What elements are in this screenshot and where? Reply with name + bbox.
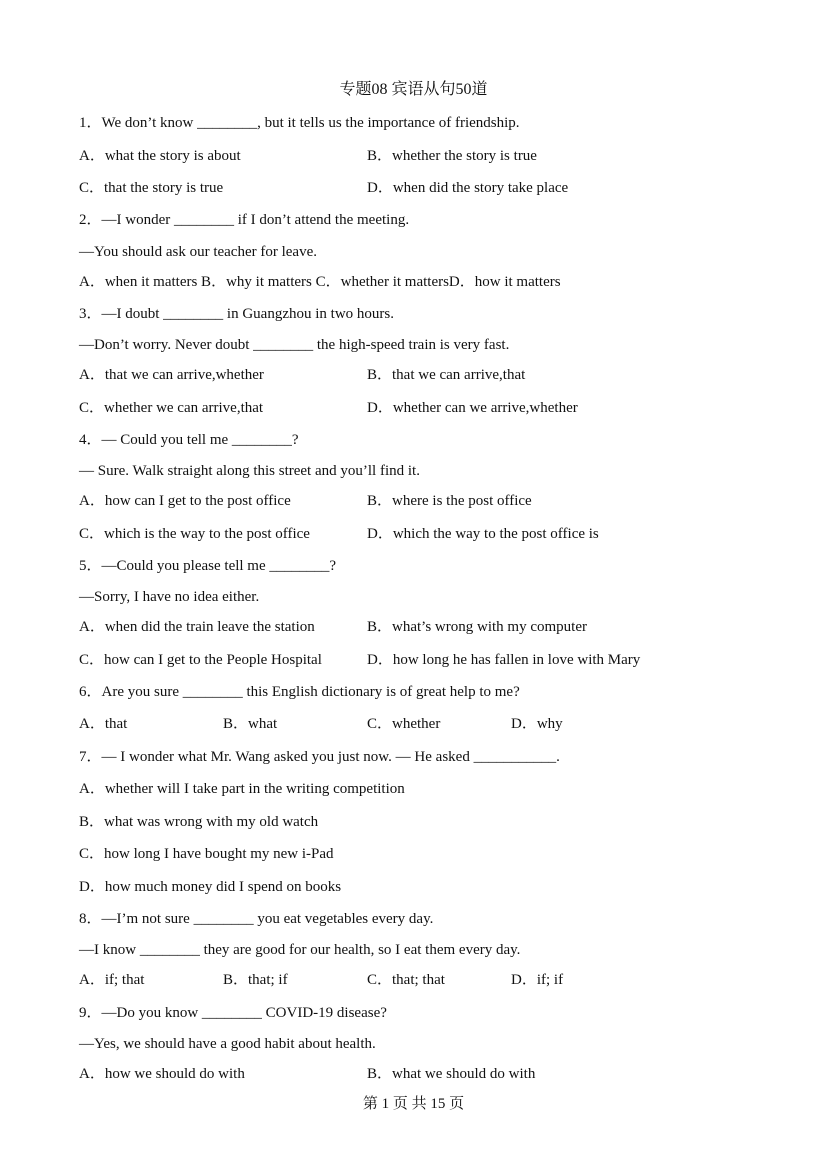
- question-2: 2．—I wonder ________ if I don’t attend the meeting.: [79, 212, 410, 228]
- q3-option-c: C．whether we can arrive,that: [79, 400, 264, 416]
- q3-option-d: D．whether can we arrive,whether: [367, 400, 578, 416]
- question-3-reply: —Don’t worry. Never doubt ________ the high-speed train is very fast.: [79, 337, 510, 353]
- question-5-reply: —Sorry, I have no idea either.: [79, 589, 260, 605]
- q6-option-d: D．why: [511, 716, 563, 732]
- question-9: 9．—Do you know ________ COVID-19 disease?: [79, 1005, 387, 1021]
- q1-option-b: B．whether the story is true: [367, 148, 537, 164]
- q7-option-d: D．how much money did I spend on books: [79, 879, 342, 895]
- question-5: 5．—Could you please tell me ________?: [79, 558, 337, 574]
- question-8: 8．—I’m not sure ________ you eat vegetables every day.: [79, 911, 434, 927]
- q7-option-a: A．whether will I take part in the writing competition: [79, 781, 405, 797]
- q5-option-a: A．when did the train leave the station: [79, 619, 315, 635]
- q1-option-a: A．what the story is about: [79, 148, 241, 164]
- q8-option-a: A．if; that: [79, 972, 145, 988]
- q4-option-a: A．how can I get to the post office: [79, 493, 291, 509]
- q3-option-b: B．that we can arrive,that: [367, 367, 526, 383]
- question-4-reply: — Sure. Walk straight along this street and you’ll find it.: [79, 463, 420, 479]
- q6-option-c: C．whether: [367, 716, 441, 732]
- q6-option-b: B．what: [223, 716, 278, 732]
- q6-option-a: A．that: [79, 716, 128, 732]
- q5-option-c: C．how can I get to the People Hospital: [79, 652, 322, 668]
- q8-option-c: C．that; that: [367, 972, 445, 988]
- question-6: 6．Are you sure ________ this English dictionary is of great help to me?: [79, 684, 520, 700]
- question-7: 7．— I wonder what Mr. Wang asked you just now. — He asked ___________.: [79, 749, 560, 765]
- question-4: 4．— Could you tell me ________?: [79, 432, 299, 448]
- q8-option-b: B．that; if: [223, 972, 288, 988]
- page-title: 专题08 宾语从句50道: [339, 81, 488, 98]
- question-8-reply: —I know ________ they are good for our health, so I eat them every day.: [79, 942, 521, 958]
- q7-option-b: B．what was wrong with my old watch: [79, 814, 319, 830]
- q2-options: A．when it matters B．why it matters C．whether it mattersD．how it matters: [79, 274, 561, 290]
- q7-option-c: C．how long I have bought my new i-Pad: [79, 846, 334, 862]
- q9-option-a: A．how we should do with: [79, 1066, 245, 1082]
- page-footer: 第 1 页 共 15 页: [362, 1096, 465, 1112]
- q9-option-b: B．what we should do with: [367, 1066, 536, 1082]
- q3-option-a: A．that we can arrive,whether: [79, 367, 264, 383]
- question-3: 3．—I doubt ________ in Guangzhou in two hours.: [79, 306, 394, 322]
- question-2-reply: —You should ask our teacher for leave.: [79, 244, 318, 260]
- q4-option-d: D．which the way to the post office is: [367, 526, 599, 542]
- q8-option-d: D．if; if: [511, 972, 564, 988]
- q1-option-c: C．that the story is true: [79, 180, 224, 196]
- q1-option-d: D．when did the story take place: [367, 180, 569, 196]
- q5-option-d: D．how long he has fallen in love with Mary: [367, 652, 641, 668]
- q5-option-b: B．what’s wrong with my computer: [367, 619, 587, 635]
- q4-option-c: C．which is the way to the post office: [79, 526, 310, 542]
- q4-option-b: B．where is the post office: [367, 493, 532, 509]
- question-1: 1．We don’t know ________, but it tells us the importance of friendship.: [79, 115, 520, 131]
- question-9-reply: —Yes, we should have a good habit about health.: [79, 1036, 376, 1052]
